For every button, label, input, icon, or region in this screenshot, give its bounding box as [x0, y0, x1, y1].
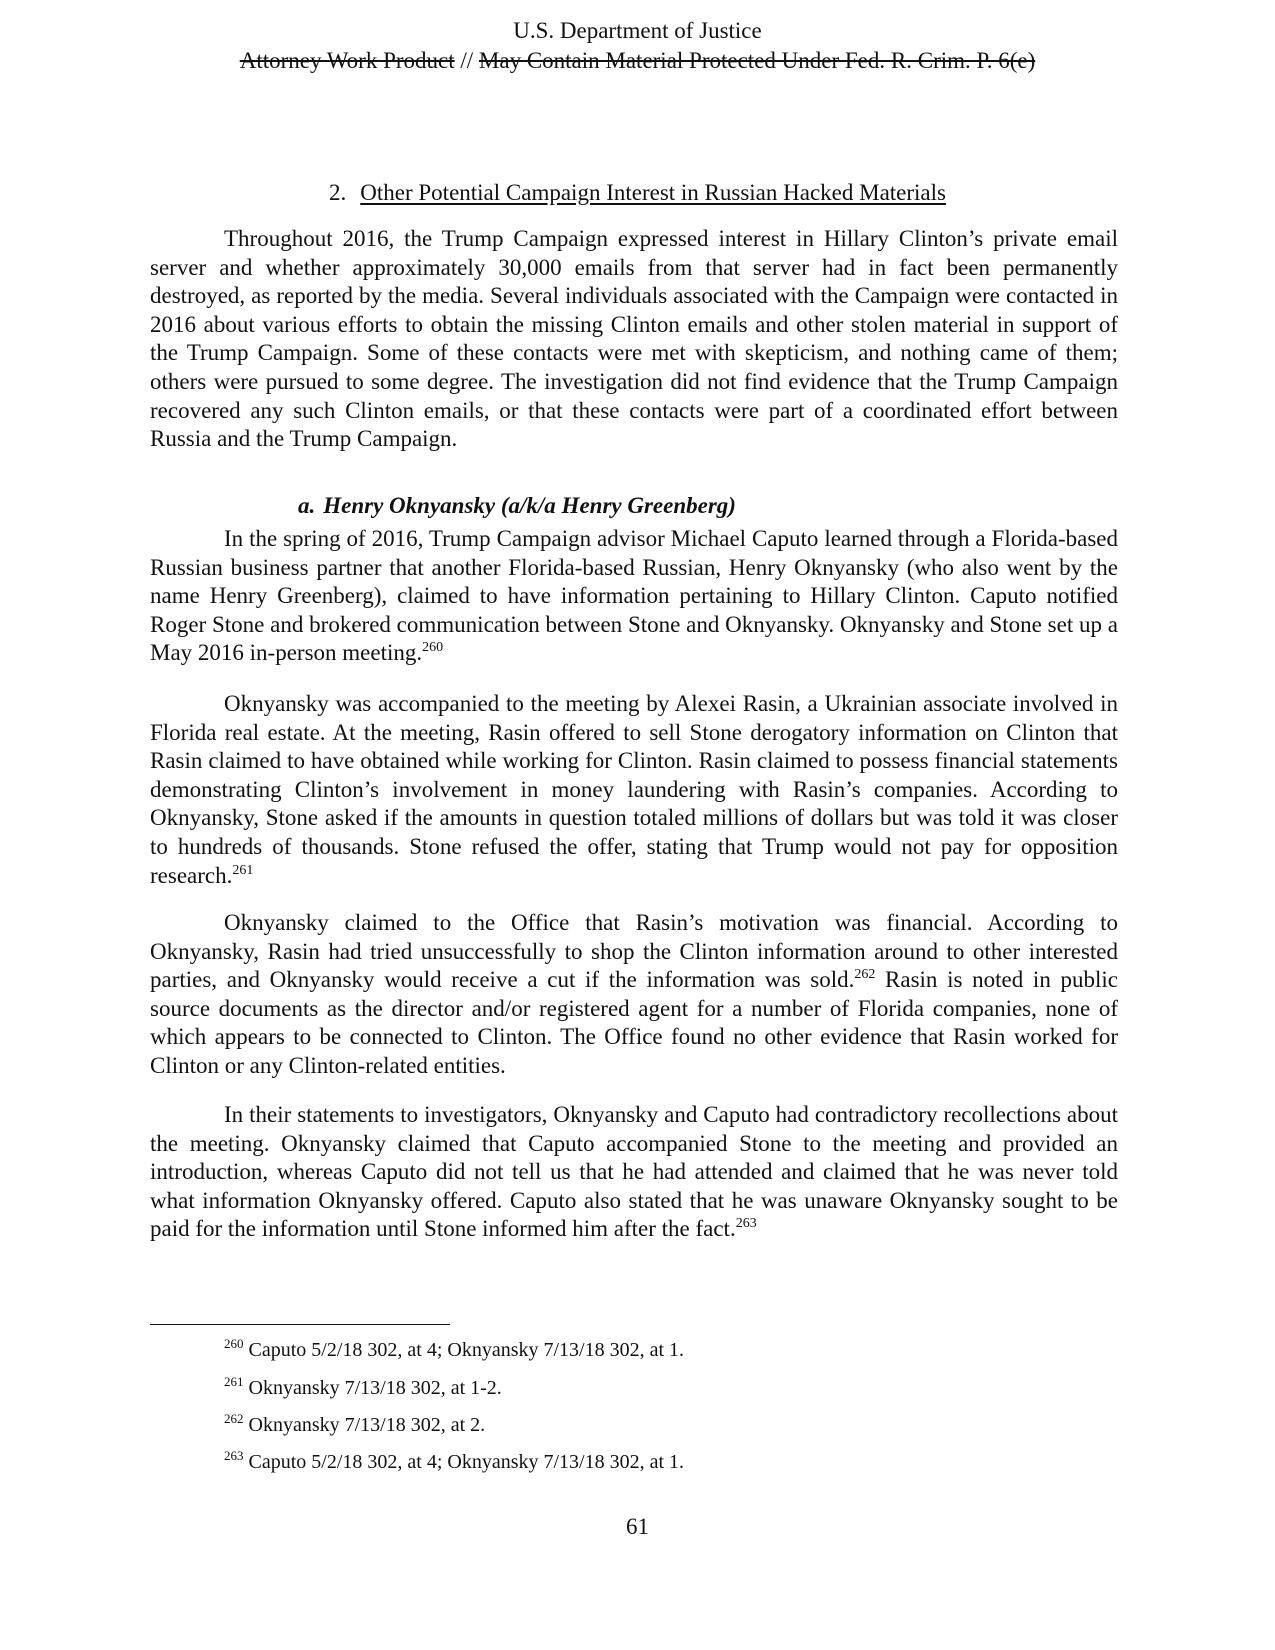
- department-name: U.S. Department of Justice: [513, 18, 762, 43]
- section-title: Other Potential Campaign Interest in Russian Hacked Materials: [360, 180, 946, 205]
- subsection-letter: a.: [298, 493, 316, 518]
- footnote-text: Oknyansky 7/13/18 302, at 2.: [243, 1414, 486, 1436]
- footnote-260: [224, 1338, 684, 1362]
- grand-jury-label: May Contain Material Protected Under Fed. R. Crim. P. 6(e): [478, 48, 1036, 73]
- footnote-ref-263[interactable]: 263: [735, 1216, 757, 1232]
- footnote-number: 263: [224, 1448, 244, 1463]
- section-heading: [0, 178, 1275, 208]
- footnote-ref-260[interactable]: 260: [422, 640, 444, 656]
- paragraph-meeting: [150, 690, 1118, 890]
- protection-notice: [0, 46, 1275, 76]
- footnote-number: 260: [224, 1336, 244, 1351]
- footnote-ref-261[interactable]: 261: [232, 862, 254, 878]
- footnote-ref-262[interactable]: 262: [854, 967, 876, 983]
- page-header: [0, 16, 1275, 76]
- subsection-heading: [298, 491, 736, 521]
- footnote-261: [224, 1376, 502, 1400]
- subsection-title: Henry Oknyansky (a/k/a Henry Greenberg): [323, 493, 736, 518]
- page-number: 61: [626, 1514, 649, 1539]
- paragraph-meeting-text: Oknyansky was accompanied to the meeting by Alexei Rasin, a Ukrainian associate involved in Florida real estate. At the meeting, Rasin offered to sell Stone derogatory information on Clinton that Rasin claimed to have obtained while working for Clinton. Rasin claimed to possess financial statements demonstrating Clinton’s involvement in money laundering with Rasin’s companies. According to Oknyansky, Stone asked if the amounts in question totaled millions of dollars but was told it was closer to hundreds of thousands. Stone refused the offer, stating that Trump would not pay for opposition research.: [150, 691, 1118, 888]
- paragraph-caputo: [150, 525, 1118, 668]
- paragraph-recollections-text: In their statements to investigators, Oknyansky and Caputo had contradictory recollections about the meeting. Oknyansky claimed that Caputo accompanied Stone to the meeting and provided an introduction, whereas Caputo did not tell us that he had attended and claimed that he was never told what information Oknyansky offered. Caputo also stated that he was unaware Oknyansky sought to be paid for the information until Stone informed him after the fact.: [150, 1102, 1118, 1242]
- paragraph-motivation-text-b: Rasin is noted in public source documents as the director and/or registered agent for a number of Florida companies, none of which appears to be connected to Clinton. The Office found no other evidence that Rasin worked for Clinton or any Clinton-related entities.: [150, 967, 1118, 1078]
- footnote-text: Caputo 5/2/18 302, at 4; Oknyansky 7/13/18 302, at 1.: [243, 1339, 685, 1361]
- paragraph-intro: [150, 225, 1118, 454]
- footnote-number: 262: [224, 1411, 244, 1426]
- footnote-263: [224, 1450, 684, 1474]
- paragraph-recollections: [150, 1101, 1118, 1244]
- section-number: 2.: [329, 180, 347, 205]
- paragraph-motivation: [150, 909, 1118, 1081]
- work-product-label: Attorney Work Product: [239, 48, 455, 73]
- paragraph-caputo-text: In the spring of 2016, Trump Campaign advisor Michael Caputo learned through a Florida-based Russian business partner that another Florida-based Russian, Henry Oknyansky (who also went by the name Henry Greenberg), claimed to have information pertaining to Hillary Clinton. Caputo notified Roger Stone and brokered communication between Stone and Oknyansky. Oknyansky and Stone set up a May 2016 in-person meeting.: [150, 526, 1118, 666]
- footnote-text: Caputo 5/2/18 302, at 4; Oknyansky 7/13/18 302, at 1.: [243, 1451, 685, 1473]
- footnote-262: [224, 1413, 485, 1437]
- paragraph-motivation-text-a: Oknyansky claimed to the Office that Rasin’s motivation was financial. According to Oknyansky, Rasin had tried unsuccessfully to shop the Clinton information around to other interested parties, and Oknyansky would receive a cut if the information was sold.: [150, 910, 1118, 993]
- header-separator: //: [454, 48, 479, 73]
- footnote-text: Oknyansky 7/13/18 302, at 1-2.: [243, 1377, 502, 1399]
- footnote-number: 261: [224, 1374, 244, 1389]
- paragraph-intro-text: Throughout 2016, the Trump Campaign expressed interest in Hillary Clinton’s private email server and whether approximately 30,000 emails from that server had in fact been permanently destroyed, as reported by the media. Several individuals associated with the Campaign were contacted in 2016 about various efforts to obtain the missing Clinton emails and other stolen material in support of the Trump Campaign. Some of these contacts were met with skepticism, and nothing came of them; others were pursued to some degree. The investigation did not find evidence that the Trump Campaign recovered any such Clinton emails, or that these contacts were part of a coordinated effort between Russia and the Trump Campaign.: [150, 226, 1118, 452]
- footnote-divider: [150, 1324, 450, 1325]
